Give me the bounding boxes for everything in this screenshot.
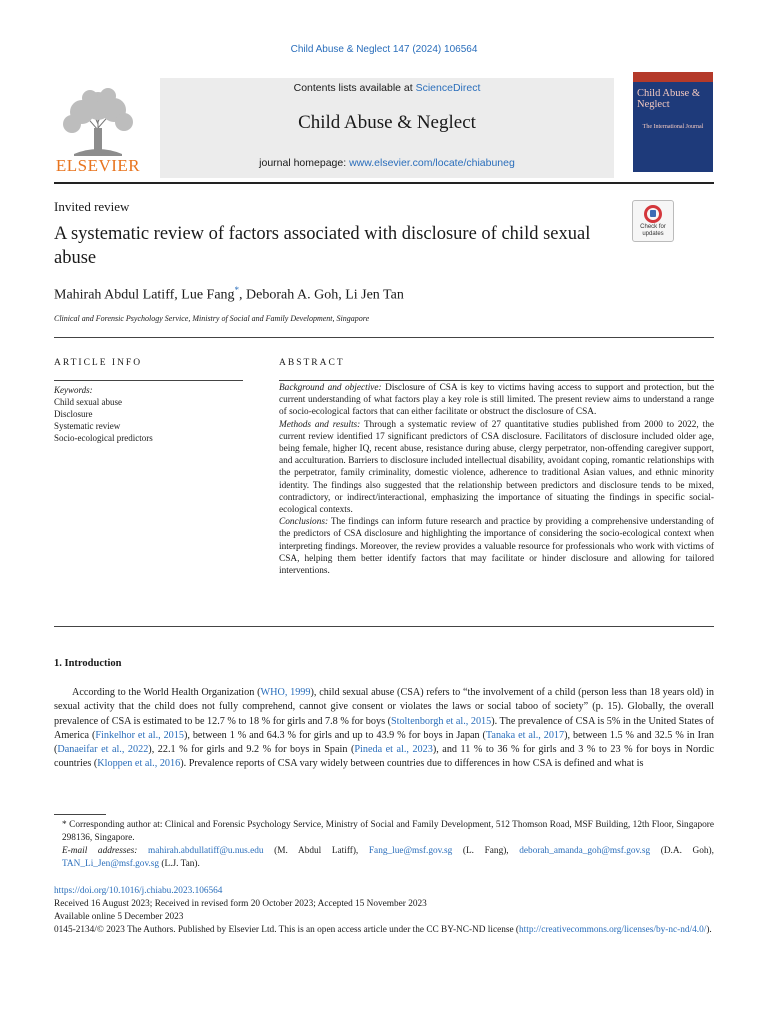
journal-reference[interactable]: Child Abuse & Neglect 147 (2024) 106564: [290, 44, 478, 55]
check-for-updates-badge[interactable]: [632, 200, 674, 242]
cover-subtitle: The International Journal: [642, 124, 704, 130]
authors-rest: , Deborah A. Goh, Li Jen Tan: [239, 287, 404, 303]
abstract-rule: [279, 380, 714, 381]
badge-label: Check for updates: [640, 224, 666, 237]
abstract-heading: ABSTRACT: [279, 358, 345, 368]
email-link[interactable]: deborah_amanda_goh@msf.gov.sg: [519, 846, 651, 856]
email-owner: (M. Abdul Latiff),: [263, 846, 369, 856]
keywords-label: Keywords:: [54, 385, 93, 395]
contents-line: [160, 82, 614, 94]
homepage-prefix: journal homepage:: [259, 157, 350, 169]
introduction-paragraph: [54, 686, 714, 772]
homepage-line: [160, 157, 614, 169]
intro-text: ). Prevalence reports of CSA vary widely between countries due to differences in how CSA is defined and what is: [180, 758, 644, 770]
affiliation: Clinical and Forensic Psychology Service, Ministry of Social and Family Development, Singapore: [54, 314, 370, 323]
intro-text: ). The prevalence of CSA is 5% in the United States of America (: [54, 715, 714, 741]
homepage-link[interactable]: www.elsevier.com/locate/chiabuneg: [349, 157, 515, 169]
email-label: E-mail addresses:: [62, 846, 138, 856]
intro-text: ), between 1.5 % and 32.5 % in Iran (: [54, 729, 714, 756]
abstract-body: [279, 382, 714, 577]
abstract-conclusions-label: Conclusions:: [279, 517, 329, 528]
license-statement: [54, 924, 714, 937]
publication-info: [54, 885, 714, 937]
intro-text: ), child sexual abuse (CSA) refers to “the involvement of a child (person less than 18 years old) in sexual activity that the child does not fully comprehend, cannot give consent or violates the laws or social taboo of society” (p. 15). Globally, the overall prevalence of CSA is estimated to be 12.7 % to 18 % for girls and 7.8 % for boys (: [54, 687, 715, 727]
intro-text: ), 22.1 % for girls and 9.2 % for boys in Spain (: [148, 744, 355, 756]
citation-link[interactable]: WHO, 1999: [260, 687, 311, 698]
journal-cover-thumbnail[interactable]: [633, 72, 713, 172]
article-info-rule: [54, 380, 243, 381]
keywords-block: [54, 384, 244, 444]
license-text: ).: [706, 925, 712, 935]
citation-link[interactable]: Tanaka et al., 2017: [485, 729, 565, 741]
article-type: Invited review: [54, 199, 130, 214]
footnote: [54, 819, 714, 871]
email-link[interactable]: TAN_Li_Jen@msf.gov.sg: [62, 859, 160, 869]
abstract-bottom-rule: [54, 626, 714, 627]
intro-text: According to the World Health Organization (: [72, 687, 261, 698]
abstract-background-label: Background and objective:: [279, 383, 382, 393]
email-owner: (L.J. Tan).: [159, 859, 200, 869]
license-text: 0145-2134/© 2023 The Authors. Published by Elsevier Ltd. This is an open access article under the CC BY-NC-ND license (: [54, 925, 520, 935]
corresponding-author-mark[interactable]: *: [234, 285, 240, 295]
corresponding-author-note: * Corresponding author at: Clinical and Forensic Psychology Service, Ministry of Social and Family Development, 512 Thomson Road, MSF Building, 12th Floor, Singapore 298136, Singapore.: [62, 820, 714, 843]
email-owner: (D.A. Goh),: [650, 846, 714, 856]
email-owner: (L. Fang),: [452, 846, 520, 856]
abstract-background: [279, 382, 714, 419]
abstract-methods: [279, 419, 714, 517]
received-dates: Received 16 August 2023; Received in revised form 20 October 2023; Accepted 15 November 2023: [54, 899, 427, 909]
email-addresses: [54, 845, 714, 871]
author-list: [54, 285, 404, 304]
keyword-item: Socio-ecological predictors: [54, 433, 153, 443]
cover-title: Child Abuse & Neglect: [637, 88, 701, 110]
abstract-methods-label: Methods and results:: [279, 419, 361, 430]
abstract-conclusions: [279, 516, 714, 577]
citation-link[interactable]: Pineda et al., 2023: [354, 744, 433, 756]
available-online: Available online 5 December 2023: [54, 912, 184, 922]
intro-text: ), and 11 % to 36 % for girls and 3 % to 23 % for boys in Nordic countries (: [54, 744, 714, 770]
citation-link[interactable]: Kloppen et al., 2016: [97, 758, 181, 770]
abstract-background-text: Disclosure of CSA is key to victims having access to support and protection, but the current understanding of what factors play a key role is still limited. The present review aims to understand a range of socio-ecological factors that can either facilitate or obstruct the disclosure of CSA.: [279, 383, 714, 418]
license-link[interactable]: http://creativecommons.org/licenses/by-nc-nd/4.0/: [519, 925, 707, 935]
cover-band: [633, 72, 713, 82]
journal-name: Child Abuse & Neglect: [298, 112, 476, 133]
doi-link[interactable]: https://doi.org/10.1016/j.chiabu.2023.106564: [54, 886, 223, 896]
contents-prefix: Contents lists available at: [293, 82, 416, 94]
article-title: A systematic review of factors associated with disclosure of child sexual abuse: [54, 224, 591, 268]
section-heading-introduction: 1. Introduction: [54, 658, 122, 669]
email-link[interactable]: mahirah.abdullatiff@u.nus.edu: [148, 846, 264, 856]
header-rule: [54, 182, 714, 184]
article-info-heading: ARTICLE INFO: [54, 358, 143, 368]
keyword-item: Systematic review: [54, 421, 121, 431]
sciencedirect-link[interactable]: ScienceDirect: [415, 82, 481, 94]
footnote-rule: [54, 814, 106, 815]
intro-text: ), between 1 % and 64.3 % for girls and up to 43.9 % for boys in Japan (: [183, 729, 486, 741]
authors-first: Mahirah Abdul Latiff, Lue Fang: [54, 287, 235, 303]
citation-link[interactable]: Stoltenborgh et al., 2015: [390, 715, 492, 727]
citation-link[interactable]: Danaeifar et al., 2022: [57, 744, 149, 756]
bookmark-icon: [644, 205, 662, 223]
email-link[interactable]: Fang_lue@msf.gov.sg: [368, 846, 453, 856]
citation-link[interactable]: Finkelhor et al., 2015: [95, 729, 184, 741]
abstract-methods-text: Through a systematic review of 27 quantitative studies published from 2000 to 2022, the current review identified 17 significant predictors of CSA disclosure. Facilitators of disclosure included older age, being female, higher IQ, recent abuse, resistance during abuse, clergy perpetrator, non-offending caregiver support, and acculturation. Barriers to disclosure included intellectual disability, avoidant coping, romantic relationships with the perpetrator, family criminality, domestic violence, adherence to traditional Asian values, and ethnic minority identity. The findings also suggested that the relationship between predictors and disclosure tends to be mixed, contradictory, or indirect/interactional, emphasizing the importance of situating the findings in specific social-ecological contexts.: [279, 419, 714, 516]
publisher-wordmark: ELSEVIER: [55, 156, 141, 175]
keyword-item: Disclosure: [54, 409, 93, 419]
meta-rule: [54, 337, 714, 338]
keyword-item: Child sexual abuse: [54, 397, 122, 407]
abstract-conclusions-text: The findings can inform future research and practice by providing a comprehensive understanding of the predictors of CSA disclosure and highlighting the importance of considering the socio-ecological context when interpreting findings. Moreover, the review provides a valuable resource for professionals who work with victims of CSA, helping them better identify factors that may facilitate or hinder disclosure and allowing for tailored interventions.: [279, 517, 714, 577]
